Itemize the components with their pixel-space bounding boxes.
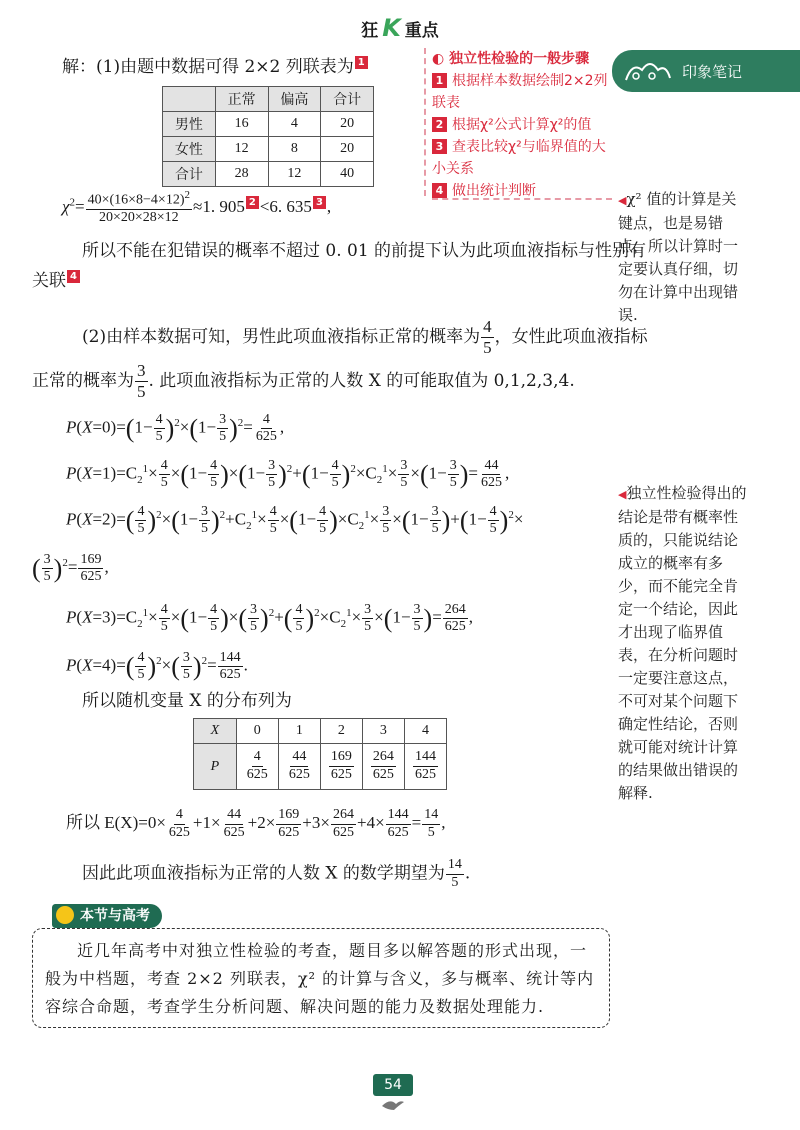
table-cell: 1 <box>278 719 320 744</box>
table-cell <box>163 87 216 112</box>
table-cell: $\frac{44}{625}$ <box>278 744 320 790</box>
contingency-table <box>162 86 374 187</box>
table-row <box>163 87 374 112</box>
table-cell: $\frac{169}{625}$ <box>320 744 362 790</box>
margin-note-2: ◀独立性检验得出的结论是带有概率性质的，只能说结论成立的概率有多少，而不能完全肯定一个结论，因此才出现了临界值表，在分析问题时一定要注意这点，不可对某个问题下确定性结论，否则就可能对统计计算的结果做出错误的解释. <box>618 484 747 802</box>
chi-square-formula: $\chi^2=$ $\frac{40\times(16\times 8-4\times 12)^2}{20\times 20\times 28\times 12}$ ≈1. 905 2 <6. 635 3 , <box>62 189 332 226</box>
table-cell: 合计 <box>321 87 374 112</box>
conclusion-1-cont: 关联 4 <box>32 270 81 292</box>
lightbulb-icon: ◐ <box>432 51 445 67</box>
prob-x2-cont: ( $\frac{3}{5}$ )$^2$= $\frac{169}{625}$ , <box>32 551 109 585</box>
table-cell: 2 <box>320 719 362 744</box>
table-cell: 女性 <box>163 137 216 162</box>
final-conclusion: 因此此项血液指标为正常的人数 X 的数学期望为 $\frac{14}{5}$ . <box>82 857 471 890</box>
table-cell: 12 <box>268 162 321 187</box>
exam-box-text: 近几年高考中对独立性检验的考查，题目多以解答题的形式出现，一般为中档题，考查 2×2 列联表，χ² 的计算与含义，多与概率、统计等内容综合命题，考查学生分析问题、解决问题的能力及数据处理能力. <box>45 941 595 1016</box>
distribution-intro: 所以随机变量 X 的分布列为 <box>82 691 292 711</box>
steps-title <box>432 48 618 70</box>
table-row <box>163 162 374 187</box>
table-cell: 20 <box>321 137 374 162</box>
table-cell: P <box>194 744 237 790</box>
table-cell: 合计 <box>163 162 216 187</box>
impression-notes-tab <box>612 50 800 92</box>
prob-x4: P(X=4)=( $\frac{4}{5}$ )$^2$×( $\frac{3}{5}$ )$^2$= $\frac{144}{625}$ . <box>66 649 248 683</box>
table-row <box>194 719 447 744</box>
steps-box-underline <box>432 198 612 200</box>
table-cell: X <box>194 719 237 744</box>
table-cell: 16 <box>215 112 268 137</box>
steps-title-text: 独立性检验的一般步骤 <box>449 51 590 67</box>
table-cell: $\frac{144}{625}$ <box>404 744 446 790</box>
table-cell: 正常 <box>215 87 268 112</box>
table-cell: 20 <box>321 112 374 137</box>
header-title-left: 狂 <box>361 21 379 41</box>
table-cell: 0 <box>236 719 278 744</box>
table-row <box>163 112 374 137</box>
header-title-right: 重点 <box>404 21 439 41</box>
chi-approx: ≈1. 905 <box>192 196 245 216</box>
prob-x1: $P(X=1)=C_2^1\times$ $\frac{4}{5}$ ×(1− $\frac{4}{5}$ )×(1− $\frac{3}{5}$ )$^2$+(1− $\frac{4}{5}$ )$^2\times C_2^1\times$ $\frac{3}{5}$ ×(1− $\frac{3}{5}$ )= $\frac{44}{625}$ , <box>66 457 510 491</box>
prob-x3: $P(X=3)=C_2^1\times$ $\frac{4}{5}$ ×(1− $\frac{4}{5}$ )×( $\frac{3}{5}$ )$^2$+( $\frac{4}{5}$ )$^2\times C_2^1\times$ $\frac{3}{5}$ ×(1− $\frac{3}{5}$ )= $\frac{264}{625}$ , <box>66 601 474 635</box>
page-header <box>0 14 800 42</box>
ref-badge-1: 1 <box>355 56 368 69</box>
bird-decoration-icon <box>380 1098 406 1112</box>
margin-note-1: ◀χ² 值的计算是关键点，也是易错点，所以计算时一定要认真仔细，切勿在计算中出现错误. <box>618 190 739 324</box>
chi-compare: <6. 635 <box>259 196 312 216</box>
page-number: 54 <box>373 1074 413 1096</box>
ref-badge-4: 4 <box>67 270 80 283</box>
part1-intro-text: 解：(1)由题中数据可得 2×2 列联表为 <box>62 57 354 77</box>
part1-intro <box>62 56 369 78</box>
table-cell: 12 <box>215 137 268 162</box>
lightbulb-icon <box>56 906 74 924</box>
sketch-decoration-icon <box>622 56 674 86</box>
prob-x0: P(X=0)=(1− $\frac{4}{5}$ )$^2$×(1− $\frac{3}{5}$ )$^2$= $\frac{4}{625}$ , <box>66 411 285 445</box>
table-cell: 4 <box>404 719 446 744</box>
table-cell: 4 <box>268 112 321 137</box>
conclusion-1: 所以不能在犯错误的概率不超过 0. 01 的前提下认为此项血液指标与性别有 <box>82 241 647 261</box>
step-item: 4 做出统计判断 <box>432 180 618 202</box>
steps-box <box>424 48 618 199</box>
step-item: 3 查表比较χ²与临界值的大小关系 <box>432 139 606 177</box>
step-item: 2 根据χ²公式计算χ²的值 <box>432 114 618 136</box>
table-cell: $\frac{264}{625}$ <box>362 744 404 790</box>
chi-numerator: 40×(16×8−4×12) <box>87 192 185 208</box>
table-row <box>163 137 374 162</box>
expectation-formula: 所以 E(X)=0× $\frac{4}{625}$ +1× $\frac{44}{625}$ +2× $\frac{169}{625}$ +3× $\frac{264}{625}$ +4× $\frac{144}{625}$ = $\frac{14}{5}$ , <box>66 807 446 840</box>
table-cell: 8 <box>268 137 321 162</box>
ref-badge-2: 2 <box>246 196 259 209</box>
header-k-logo: K <box>382 14 401 42</box>
step-item: 1 根据样本数据绘制2×2列联表 <box>432 73 608 111</box>
table-cell: 40 <box>321 162 374 187</box>
exam-box <box>32 928 610 1028</box>
table-cell: $\frac{4}{625}$ <box>236 744 278 790</box>
table-cell: 3 <box>362 719 404 744</box>
part2-line1: (2)由样本数据可知，男性此项血液指标正常的概率为 $\frac{4}{5}$ ，女性此项血液指标 <box>82 317 648 357</box>
prob-x2: P(X=2)=( $\frac{4}{5}$ )$^2$×(1− $\frac{3}{5}$ )$^2+C_2^1\times$ $\frac{4}{5}$ ×(1− $\frac{4}{5}$ )$\times C_2^1\times$ $\frac{3}{5}$ ×(1− $\frac{3}{5}$ )+(1− $\frac{4}{5}$ )$^2$× <box>66 503 524 537</box>
chi-denominator: 20×20×28×12 <box>98 210 179 226</box>
distribution-table <box>193 718 447 790</box>
table-cell: 偏高 <box>268 87 321 112</box>
exam-label-text: 本节与高考 <box>80 908 150 924</box>
tab-label: 印象笔记 <box>682 63 743 81</box>
exam-label <box>52 904 162 928</box>
table-cell: 28 <box>215 162 268 187</box>
triangle-marker-icon: ◀ <box>618 194 627 207</box>
triangle-marker-icon: ◀ <box>618 488 627 501</box>
table-row <box>194 744 447 790</box>
table-cell: 男性 <box>163 112 216 137</box>
part2-line2: 正常的概率为 $\frac{3}{5}$ . 此项血液指标为正常的人数 X 的可能取值为 0,1,2,3,4. <box>32 361 575 401</box>
ref-badge-3: 3 <box>313 196 326 209</box>
